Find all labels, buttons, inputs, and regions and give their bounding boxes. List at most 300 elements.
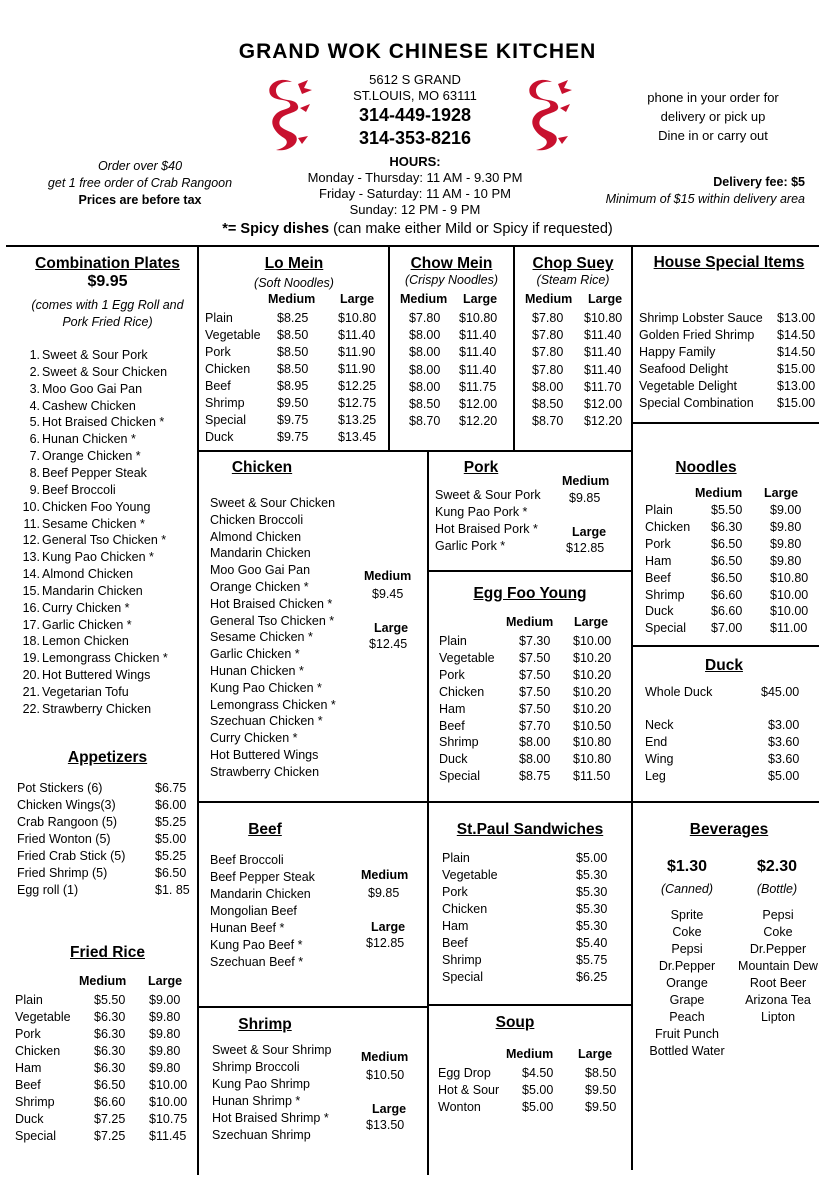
combination-note: (comes with 1 Egg Roll and: [31, 298, 184, 312]
beef-item: Beef Pepper Steak: [210, 870, 315, 884]
item-name: Sweet & Sour Pork: [42, 348, 148, 362]
item-price: $5.00: [155, 832, 187, 846]
item-name: Beef: [442, 936, 468, 950]
item-number: 13.: [22, 550, 40, 565]
item-price: $6.00: [155, 798, 187, 812]
item-name: Plain: [645, 503, 673, 517]
medium-price: $8.50: [277, 328, 309, 342]
large-price: $9.00: [770, 503, 802, 517]
shrimp-item: Shrimp Broccoli: [212, 1060, 300, 1074]
column-header: Large: [340, 292, 375, 306]
address-block: [300, 72, 530, 150]
item-name: Hunan Chicken *: [42, 432, 136, 447]
large-price: $11.40: [584, 345, 622, 360]
item-name: Special: [205, 413, 246, 427]
large-price: $11.40: [338, 328, 376, 342]
pork-item: Sweet & Sour Pork: [435, 488, 541, 502]
item-name: Egg roll (1): [17, 883, 79, 897]
house-special-title: House Special Items: [653, 254, 805, 271]
item-price: $6.75: [155, 781, 187, 795]
item-name: Ham: [442, 919, 469, 933]
beef-item: Mongolian Beef: [210, 904, 297, 918]
large-price: $10.80: [573, 752, 612, 767]
promo-line-1: Order over $40: [97, 159, 183, 173]
item-price: $14.50: [777, 328, 816, 342]
medium-price: $8.00: [519, 752, 551, 767]
medium-price: $7.80: [409, 311, 441, 325]
canned-drink: Fruit Punch: [655, 1027, 719, 1041]
medium-label: Medium: [361, 868, 409, 882]
item-name: Shrimp: [645, 587, 685, 602]
item-name: End: [645, 735, 668, 749]
large-price: $12.00: [584, 397, 623, 411]
large-price: $12.45: [369, 637, 408, 651]
item-name: Egg Drop: [438, 1066, 491, 1080]
medium-price: $6.30: [94, 1027, 126, 1041]
item-number: 9.: [29, 482, 40, 497]
item-price: $5.25: [155, 849, 187, 863]
item-name: Plain: [442, 851, 470, 865]
large-price: $12.00: [459, 397, 498, 411]
divider: [197, 450, 633, 452]
divider: [631, 245, 633, 1170]
item-name: Beef Pepper Steak: [42, 465, 147, 480]
medium-price: $9.75: [277, 413, 309, 427]
item-price: $5.00: [768, 769, 800, 783]
chicken-title: Chicken: [231, 459, 293, 476]
item-number: 11.: [23, 516, 40, 531]
column-header: Large: [574, 615, 609, 629]
large-price: $9.80: [770, 536, 802, 551]
hours-label: HOURS:: [389, 154, 441, 169]
medium-price: $6.50: [94, 1078, 126, 1092]
delivery-fee: Delivery fee: $5: [713, 175, 805, 189]
column-header: Large: [578, 1047, 613, 1061]
item-name: Beef: [205, 379, 231, 393]
canned-drink: Grape: [669, 993, 705, 1007]
large-price: $9.80: [149, 1010, 181, 1024]
item-name: Lemon Chicken: [42, 634, 129, 649]
medium-price: $6.60: [94, 1095, 126, 1109]
column-header: Large: [588, 292, 623, 306]
item-name: Seafood Delight: [639, 362, 728, 376]
medium-price: $9.85: [368, 886, 400, 900]
item-price: $13.00: [777, 311, 816, 325]
phone-note-line: delivery or pick up: [660, 109, 766, 124]
item-number: 14.: [22, 567, 40, 582]
large-price: $12.85: [366, 936, 405, 950]
large-price: $10.80: [573, 735, 612, 750]
item-price: $5.00: [576, 851, 608, 865]
chicken-item: Curry Chicken *: [210, 731, 298, 746]
medium-price: $10.50: [366, 1068, 405, 1082]
item-price: $5.30: [576, 885, 608, 899]
large-price: $10.00: [770, 604, 809, 619]
pork-item: Kung Pao Pork *: [435, 505, 528, 519]
item-name: Ham: [15, 1061, 42, 1075]
item-name: Plain: [15, 993, 43, 1007]
item-price: $15.00: [777, 396, 816, 410]
medium-price: $8.25: [277, 311, 309, 325]
item-name: Hot & Sour: [438, 1083, 500, 1097]
medium-price: $7.80: [532, 311, 564, 325]
chop-suey-title: Chop Suey: [532, 255, 614, 272]
hours-line: Monday - Thursday: 11 AM - 9.30 PM: [307, 170, 523, 185]
beef-title: Beef: [248, 821, 282, 838]
beef-item: Mandarin Chicken: [210, 887, 311, 901]
item-name: Special: [442, 970, 483, 984]
chicken-item: Hot Buttered Wings: [210, 748, 319, 762]
item-price: $13.00: [777, 379, 816, 393]
large-price: $10.50: [573, 718, 612, 733]
medium-price: $9.50: [277, 396, 309, 410]
chow-mein-sub: (Crispy Noodles): [404, 273, 499, 287]
spicy-label: *= Spicy dishes: [222, 221, 330, 237]
divider: [197, 801, 819, 803]
item-name: Crab Rangoon (5): [17, 815, 118, 829]
item-name: Hot Buttered Wings: [42, 668, 151, 683]
item-name: Chicken Wings(3): [17, 798, 116, 812]
medium-price: $8.50: [409, 397, 441, 411]
item-number: 22.: [22, 701, 40, 716]
column-header: Medium: [525, 292, 573, 306]
item-name: Golden Fried Shrimp: [639, 328, 755, 342]
hours-line: Sunday: 12 PM - 9 PM: [349, 202, 481, 217]
column-header: Medium: [506, 1047, 554, 1061]
bottle-drink: Lipton: [760, 1010, 796, 1024]
item-price: $6.25: [576, 970, 608, 984]
item-name: Special Combination: [639, 396, 754, 410]
chicken-item: Moo Goo Gai Pan: [210, 563, 311, 578]
column-header: Large: [463, 292, 498, 306]
spicy-note: (can make either Mild or Spicy if requested): [329, 221, 613, 237]
item-name: Duck: [15, 1112, 44, 1126]
item-name: Cashew Chicken: [42, 398, 136, 413]
lo-mein-title: Lo Mein: [264, 255, 324, 272]
item-name: Curry Chicken *: [42, 600, 130, 615]
item-name: Sesame Chicken *: [42, 516, 145, 531]
item-name: Chicken: [15, 1044, 61, 1058]
divider: [6, 245, 631, 247]
column-header: Large: [148, 974, 183, 988]
phone-note-line: Dine in or carry out: [658, 128, 768, 143]
chicken-item: Garlic Chicken *: [210, 647, 300, 662]
divider: [427, 570, 633, 572]
bottle-drink: Dr.Pepper: [749, 942, 807, 956]
item-name: Chicken: [645, 519, 691, 534]
item-name: Vegetable: [205, 328, 261, 342]
large-price: $13.50: [366, 1118, 405, 1132]
canned-drink: Coke: [672, 925, 702, 939]
large-price: $12.20: [584, 414, 623, 429]
chicken-item: Sesame Chicken *: [210, 630, 313, 645]
item-name: Special: [15, 1129, 56, 1143]
item-name: Chicken: [442, 902, 488, 916]
bottle-label: (Bottle): [756, 882, 798, 896]
item-number: 4.: [29, 398, 40, 413]
item-name: Ham: [439, 701, 466, 716]
item-name: Vegetable Delight: [639, 379, 737, 393]
medium-price: $7.80: [532, 345, 564, 360]
item-price: $14.50: [777, 345, 816, 359]
chicken-item: Mandarin Chicken: [210, 546, 311, 561]
item-number: 3.: [29, 381, 40, 396]
promo-line-2: get 1 free order of Crab Rangoon: [47, 176, 233, 190]
medium-price: $6.50: [711, 536, 743, 551]
item-name: Chicken Foo Young: [42, 499, 151, 514]
large-price: $10.20: [573, 701, 612, 716]
medium-price: $9.75: [277, 430, 309, 444]
medium-price: $7.50: [519, 684, 551, 699]
item-name: Duck: [645, 604, 674, 619]
shrimp-item: Hot Braised Shrimp *: [212, 1111, 329, 1125]
canned-drink: Sprite: [670, 908, 704, 922]
soup-title: Soup: [495, 1014, 535, 1031]
item-name: Pork: [439, 667, 465, 682]
item-price: $5.30: [576, 868, 608, 882]
item-name: Shrimp: [15, 1095, 55, 1109]
chicken-item: Sweet & Sour Chicken: [210, 496, 336, 510]
canned-drink: Dr.Pepper: [658, 959, 716, 973]
item-name: Sweet & Sour Chicken: [42, 364, 168, 379]
column-header: Medium: [506, 615, 554, 629]
medium-price: $7.50: [519, 650, 551, 665]
medium-price: $6.50: [711, 570, 743, 585]
item-name: Pork: [15, 1027, 41, 1041]
divider: [633, 245, 819, 247]
large-price: $12.25: [338, 379, 377, 393]
bottle-price: $2.30: [756, 858, 798, 875]
item-name: Shrimp: [442, 953, 482, 967]
canned-drink: Pepsi: [671, 942, 703, 956]
item-name: Vegetarian Tofu: [42, 685, 129, 699]
shrimp-item: Sweet & Sour Shrimp: [212, 1043, 332, 1057]
spicy-legend: [0, 221, 835, 237]
large-label: Large: [572, 525, 607, 539]
item-name: Vegetable: [442, 868, 498, 882]
canned-drink: Peach: [669, 1010, 705, 1024]
phone-1[interactable]: 314-449-1928: [358, 105, 472, 125]
prices-note: Prices are before tax: [78, 193, 202, 207]
item-name: Orange Chicken *: [42, 449, 141, 464]
beef-item: Kung Pao Beef *: [210, 938, 303, 952]
large-price: $11.40: [459, 328, 497, 343]
bottle-drink: Root Beer: [749, 976, 807, 990]
medium-price: $6.50: [711, 553, 743, 568]
medium-price: $7.80: [532, 362, 564, 377]
chicken-item: Hunan Chicken *: [210, 664, 304, 678]
item-name: Beef: [15, 1078, 41, 1092]
medium-price: $7.25: [94, 1129, 126, 1143]
hours-block: [260, 154, 570, 218]
large-price: $11.70: [584, 379, 622, 394]
item-price: $3.00: [768, 718, 800, 732]
large-price: $12.85: [566, 541, 605, 555]
large-price: $11.40: [584, 362, 622, 377]
shrimp-item: Szechuan Shrimp: [212, 1128, 311, 1142]
medium-price: $8.70: [409, 414, 441, 429]
phone-2[interactable]: 314-353-8216: [358, 128, 472, 148]
large-price: $9.50: [585, 1083, 617, 1097]
medium-price: $8.00: [409, 345, 441, 360]
chicken-item: Kung Pao Chicken *: [210, 680, 322, 695]
chicken-item: Chicken Broccoli: [210, 512, 304, 527]
combination-note: Pork Fried Rice): [62, 315, 153, 329]
medium-price: $6.30: [94, 1044, 126, 1058]
large-price: $9.80: [149, 1061, 181, 1075]
chicken-item: Orange Chicken *: [210, 580, 309, 594]
large-label: Large: [374, 621, 409, 635]
item-name: Chicken: [205, 362, 251, 376]
beef-item: Hunan Beef *: [210, 921, 285, 935]
medium-price: $7.30: [519, 634, 551, 648]
medium-price: $5.00: [522, 1100, 554, 1114]
large-price: $10.00: [149, 1078, 188, 1092]
medium-price: $6.60: [711, 587, 743, 602]
pork-item: Hot Braised Pork *: [435, 522, 538, 536]
divider: [197, 1006, 427, 1008]
divider: [197, 245, 199, 1175]
hours-line: Friday - Saturday: 11 AM - 10 PM: [319, 186, 511, 201]
phone-note-line: phone in your order for: [647, 90, 779, 105]
large-price: $11.45: [149, 1129, 187, 1143]
medium-price: $6.30: [711, 519, 743, 534]
noodles-title: Noodles: [675, 459, 737, 476]
large-price: $8.50: [585, 1066, 617, 1080]
medium-price: $5.50: [94, 993, 126, 1007]
divider: [633, 422, 819, 424]
large-label: Large: [372, 1102, 407, 1116]
large-price: $9.80: [149, 1027, 181, 1041]
item-name: Wing: [645, 752, 674, 766]
item-number: 7.: [29, 449, 40, 464]
medium-price: $6.30: [94, 1010, 126, 1024]
egg-foo-young-title: Egg Foo Young: [473, 585, 587, 602]
appetizers-title: Appetizers: [67, 749, 148, 766]
item-name: Duck: [205, 430, 234, 444]
item-name: Lemongrass Chicken *: [42, 651, 168, 666]
item-name: Mandarin Chicken: [42, 583, 143, 598]
large-price: $10.00: [149, 1095, 188, 1109]
medium-price: $7.70: [519, 718, 551, 733]
item-name: Shrimp Lobster Sauce: [639, 311, 763, 325]
column-header: Large: [764, 486, 799, 500]
medium-price: $6.30: [94, 1061, 126, 1075]
item-price: $5.40: [576, 936, 608, 950]
item-name: Leg: [645, 769, 666, 783]
item-number: 20.: [22, 668, 40, 683]
chicken-item: Almond Chicken: [210, 529, 302, 544]
item-number: 10.: [22, 499, 40, 514]
large-price: $10.80: [459, 311, 498, 325]
large-price: $9.80: [770, 519, 802, 534]
order-promo: [30, 158, 250, 209]
large-price: $10.20: [573, 650, 612, 665]
medium-price: $5.50: [711, 503, 743, 517]
item-price: $5.75: [576, 953, 608, 967]
chicken-item: Szechuan Chicken *: [210, 714, 323, 729]
medium-price: $8.00: [409, 379, 441, 394]
item-name: Fried Wonton (5): [17, 832, 111, 846]
large-price: $10.80: [584, 311, 623, 325]
medium-price: $7.80: [532, 328, 564, 343]
column-header: Medium: [695, 486, 743, 500]
item-name: Beef Broccoli: [42, 482, 116, 497]
item-name: Fried Shrimp (5): [17, 866, 108, 880]
item-price: $5.30: [576, 902, 608, 916]
item-name: Duck: [439, 752, 468, 767]
medium-price: $8.00: [409, 362, 441, 377]
large-price: $11.75: [459, 379, 497, 394]
item-name: Special: [439, 769, 480, 784]
combination-price: $9.95: [87, 273, 128, 290]
medium-price: $8.50: [277, 362, 309, 376]
large-price: $13.25: [338, 413, 377, 427]
combination-title: Combination Plates: [35, 255, 180, 272]
large-price: $9.80: [149, 1044, 181, 1058]
medium-price: $8.75: [519, 769, 551, 784]
item-price: $15.00: [777, 362, 816, 376]
large-price: $10.75: [149, 1112, 188, 1126]
large-price: $11.00: [770, 621, 808, 636]
chow-mein-title: Chow Mein: [410, 255, 493, 272]
item-name: Pork: [645, 536, 671, 551]
item-name: Almond Chicken: [42, 567, 134, 582]
large-price: $11.50: [573, 769, 611, 784]
item-name: Kung Pao Chicken *: [42, 550, 154, 565]
bottle-drink: Pepsi: [762, 908, 794, 922]
large-price: $12.75: [338, 396, 377, 410]
canned-drink: Orange: [666, 976, 708, 990]
chop-suey-sub: (Steam Rice): [536, 273, 610, 287]
large-price: $9.80: [770, 553, 802, 568]
item-name: Vegetable: [439, 650, 495, 665]
item-number: 15.: [22, 583, 40, 598]
delivery-info: [580, 174, 805, 208]
large-price: $11.90: [338, 345, 376, 359]
shrimp-title: Shrimp: [238, 1016, 292, 1033]
item-price: $1. 85: [155, 883, 190, 897]
medium-price: $9.45: [372, 587, 404, 601]
fried-rice-title: Fried Rice: [70, 944, 145, 961]
medium-price: $8.70: [532, 414, 564, 429]
medium-price: $8.00: [409, 328, 441, 343]
item-number: 5.: [29, 415, 40, 430]
large-price: $9.50: [585, 1100, 617, 1114]
whole-duck-price: $45.00: [761, 685, 800, 699]
item-name: Neck: [645, 718, 674, 732]
canned-price: $1.30: [666, 858, 708, 875]
delivery-minimum: Minimum of $15 within delivery area: [605, 192, 805, 206]
large-price: $10.00: [770, 587, 809, 602]
medium-price: $7.25: [94, 1112, 126, 1126]
item-name: Special: [645, 621, 686, 636]
large-price: $10.00: [573, 634, 612, 648]
item-number: 17.: [22, 617, 40, 632]
item-price: $5.30: [576, 919, 608, 933]
whole-duck-name: Whole Duck: [645, 685, 713, 699]
large-price: $12.20: [459, 414, 498, 429]
large-price: $13.45: [338, 430, 377, 444]
medium-price: $7.50: [519, 667, 551, 682]
item-number: 21.: [22, 685, 40, 699]
item-name: Wonton: [438, 1100, 481, 1114]
item-name: Happy Family: [639, 345, 716, 359]
item-number: 18.: [22, 634, 40, 649]
item-name: Strawberry Chicken: [42, 701, 152, 716]
phone-order-note: [618, 88, 808, 145]
column-header: Medium: [400, 292, 448, 306]
